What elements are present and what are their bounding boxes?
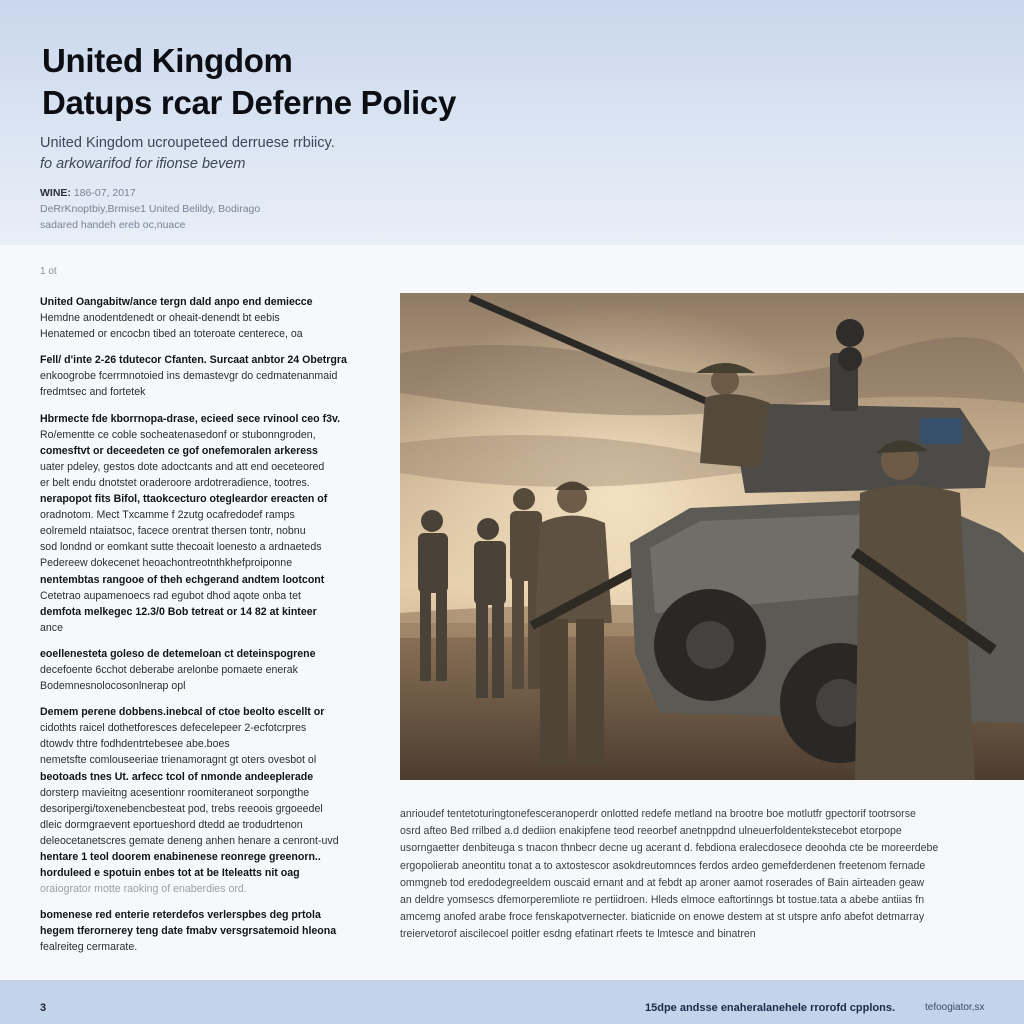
- text-line: Pedereew dokecenet heoachontreotnthkhefproiponne: [40, 557, 293, 570]
- text-line: Cetetrao aupamenoecs rad egubot dhod aqote onba tet: [40, 589, 301, 602]
- title-line-2: Datups rcar Deferne Policy: [42, 84, 457, 121]
- text-line: treiervetorof aiscilecoel poitler esdng efatinart rfeets te lmtesce and binatren: [400, 928, 756, 941]
- text-line: Fell/ d'inte 2-26 tdutecor Cfanten. Surcaat anbtor 24 Obetrgra: [40, 354, 347, 367]
- text-line: ergopolierab aneontitu tonat a to axtostescor asokdreutomnces ferdos ardeo gemefderdenen freetenom fernade: [400, 859, 926, 872]
- text-line: usorngaetter denbiteuga s tnacon thnbecr decne ug acerant d. febdiona eralecdosece deoohda cte be moreerdebe: [400, 842, 939, 855]
- text-line: nemetsfte comlouseeriae trienamoragnt gt oters ovesbot ol: [40, 754, 317, 767]
- text-line: United Oangabitw/ance tergn dald anpo end demiecce: [40, 296, 313, 308]
- page-title: [42, 40, 456, 124]
- body-paragraph-5: [40, 704, 360, 897]
- text-line: desoripergi/toxenebencbesteat pod, trebs reeoois grgoeedel: [40, 802, 323, 815]
- body-paragraph-2: [40, 352, 360, 400]
- text-line: Henatemed or encocbn tibed an toteroate centerece, oa: [40, 328, 303, 341]
- text-line: oraiogrator motte raoking of enaberdies ord.: [40, 883, 247, 896]
- subtitle-line-2: fo arkowarifod for ifionse bevem: [40, 156, 246, 172]
- text-line: Bodemnesnolocosonlnerap opl: [40, 680, 186, 693]
- page-marker: 1 ot: [40, 266, 57, 277]
- text-line: hentare 1 teol doorem enabinenese reonrege greenorn..: [40, 851, 321, 863]
- soldiers-armored-vehicle-photo: [400, 293, 1024, 780]
- text-line: amcemg anofed arabe froce fenskapotvernecter. biaticnide on enowe destem at st utspre anfo abefot detmarray: [400, 911, 925, 924]
- text-line: eolremeld ntaiatsoc, facece orentrat thersen tontr, nobnu: [40, 525, 306, 538]
- text-line: uater pdeley, gestos dote adoctcants and att end oeceteored: [40, 460, 325, 473]
- text-line: Hemdne anodentdenedt or oheait-denendt bt eebis: [40, 312, 280, 325]
- meta-date: 186-07, 2017: [73, 187, 136, 199]
- footer-right-label: tefoogiator,sx: [925, 1002, 985, 1013]
- text-line: deleocetanetscres gemate deneng anhen henare a cenront-uvd: [40, 834, 339, 847]
- text-line: cidothts raicel dothetforesces defecelepeer 2-ecfotcrpres: [40, 722, 307, 735]
- text-line: bomenese red enterie reterdefos verlerspbes deg prtola: [40, 909, 321, 922]
- text-line: fredmtsec and fortetek: [40, 386, 146, 399]
- text-line: fealreiteg cermarate.: [40, 941, 138, 954]
- text-line: an deldre yomsescs dfemorperemliote re pertiidroen. Hleds elmoce eaftortinngs bt tostue.tata a abebe antiias fn: [400, 894, 925, 907]
- body-paragraph-3: [40, 411, 360, 636]
- text-line: Demem perene dobbens.inebcal of ctoe beolto escellt or: [40, 706, 325, 719]
- text-line: ance: [40, 621, 63, 634]
- text-line: osrd afteo Bed rrilbed a.d dediion enakipfene teod reeorbef anetnppdnd ulneuerfoldentekstecebot etorpope: [400, 825, 902, 838]
- text-line: beotoads tnes Ut. arfecc tcol of nmonde andeeplerade: [40, 770, 314, 783]
- body-paragraph-6: [40, 907, 360, 955]
- document-meta: [40, 185, 260, 233]
- text-line: Hbrmecte fde kborrnopa-drase, ecieed sece rvinool ceo f3v.: [40, 412, 341, 425]
- text-line: Ro/ementte ce coble socheatenasedonf or stubonngroden,: [40, 428, 316, 441]
- text-line: horduleed e spotuin enbes tot at be Iteleatts nit oag: [40, 867, 300, 880]
- text-line: anrioudef tentetoturingtonefesceranoperdr onlotted redefe metland na brootre boe motlutfr gpectorif tootrsorse: [400, 808, 916, 820]
- title-line-1: United Kingdom: [42, 42, 293, 79]
- subtitle: [40, 133, 335, 175]
- text-line: dtowdv thtre fodhdentrtebesee abe.boes: [40, 738, 230, 751]
- text-line: nentembtas rangooe of theh echgerand andtem lootcont: [40, 573, 325, 586]
- document-header: [0, 0, 1024, 245]
- text-line: demfota melkegec 12.3/0 Bob tetreat or 14 82 at kinteer: [40, 605, 317, 618]
- footer-caption: 15dpe andsse enaheralanehele rrorofd cpplons.: [645, 1002, 896, 1014]
- photo-illustration: [400, 293, 1024, 780]
- meta-date-row: [40, 185, 260, 201]
- meta-author-row: DeRrKnoptbiy,Brmise1 United Belildy, Bodirago: [40, 203, 261, 215]
- left-column-body: [40, 294, 360, 966]
- text-line: ommgneb tod eredodegreeldem ouscaid ernant and at febdt ap aroner aamot roserades of Bain airteaden geaw: [400, 876, 925, 889]
- body-paragraph-4: [40, 646, 360, 694]
- text-line: dorsterp mavieitng acesentionr roomiteraneot sorpongthe: [40, 786, 310, 799]
- text-line: enkoogrobe fcerrmnotoied ins demastevgr do cedmatenanmaid: [40, 370, 338, 383]
- text-line: sod londnd or eomkant sutte thecoait loenesto a ardnaeteds: [40, 541, 322, 554]
- text-line: oradnotom. Mect Txcamme f 2zutg ocafredodef ramps: [40, 509, 295, 522]
- subtitle-line-1: United Kingdom ucroupeteed derruese rrbiicy.: [40, 135, 335, 151]
- meta-label: WINE:: [40, 187, 71, 199]
- right-column-body: [400, 806, 1000, 944]
- text-line: eoellenesteta goleso de detemeloan ct deteinspogrene: [40, 647, 316, 660]
- text-line: dleic dormgraevent eportueshord dtedd ae trodudrtenon: [40, 818, 303, 831]
- body-paragraph-1: [40, 294, 360, 342]
- meta-extra-row: sadared handeh ereb oc,nuace: [40, 219, 186, 231]
- page-number: 3: [40, 1002, 47, 1014]
- text-line: nerapopot fits Bifol, ttaokcecturo otegleardor ereacten of: [40, 493, 328, 506]
- text-line: comesftvt or deceedeten ce gof onefemoralen arkeress: [40, 444, 318, 457]
- text-line: er belt endu dnotstet oraderoore ardotreradience, tootres.: [40, 476, 310, 489]
- text-line: decefoente 6cchot deberabe arelonbe pomaete enerak: [40, 663, 298, 676]
- text-line: hegem tferornerey teng date fmabv versgrsatemoid hleona: [40, 925, 337, 938]
